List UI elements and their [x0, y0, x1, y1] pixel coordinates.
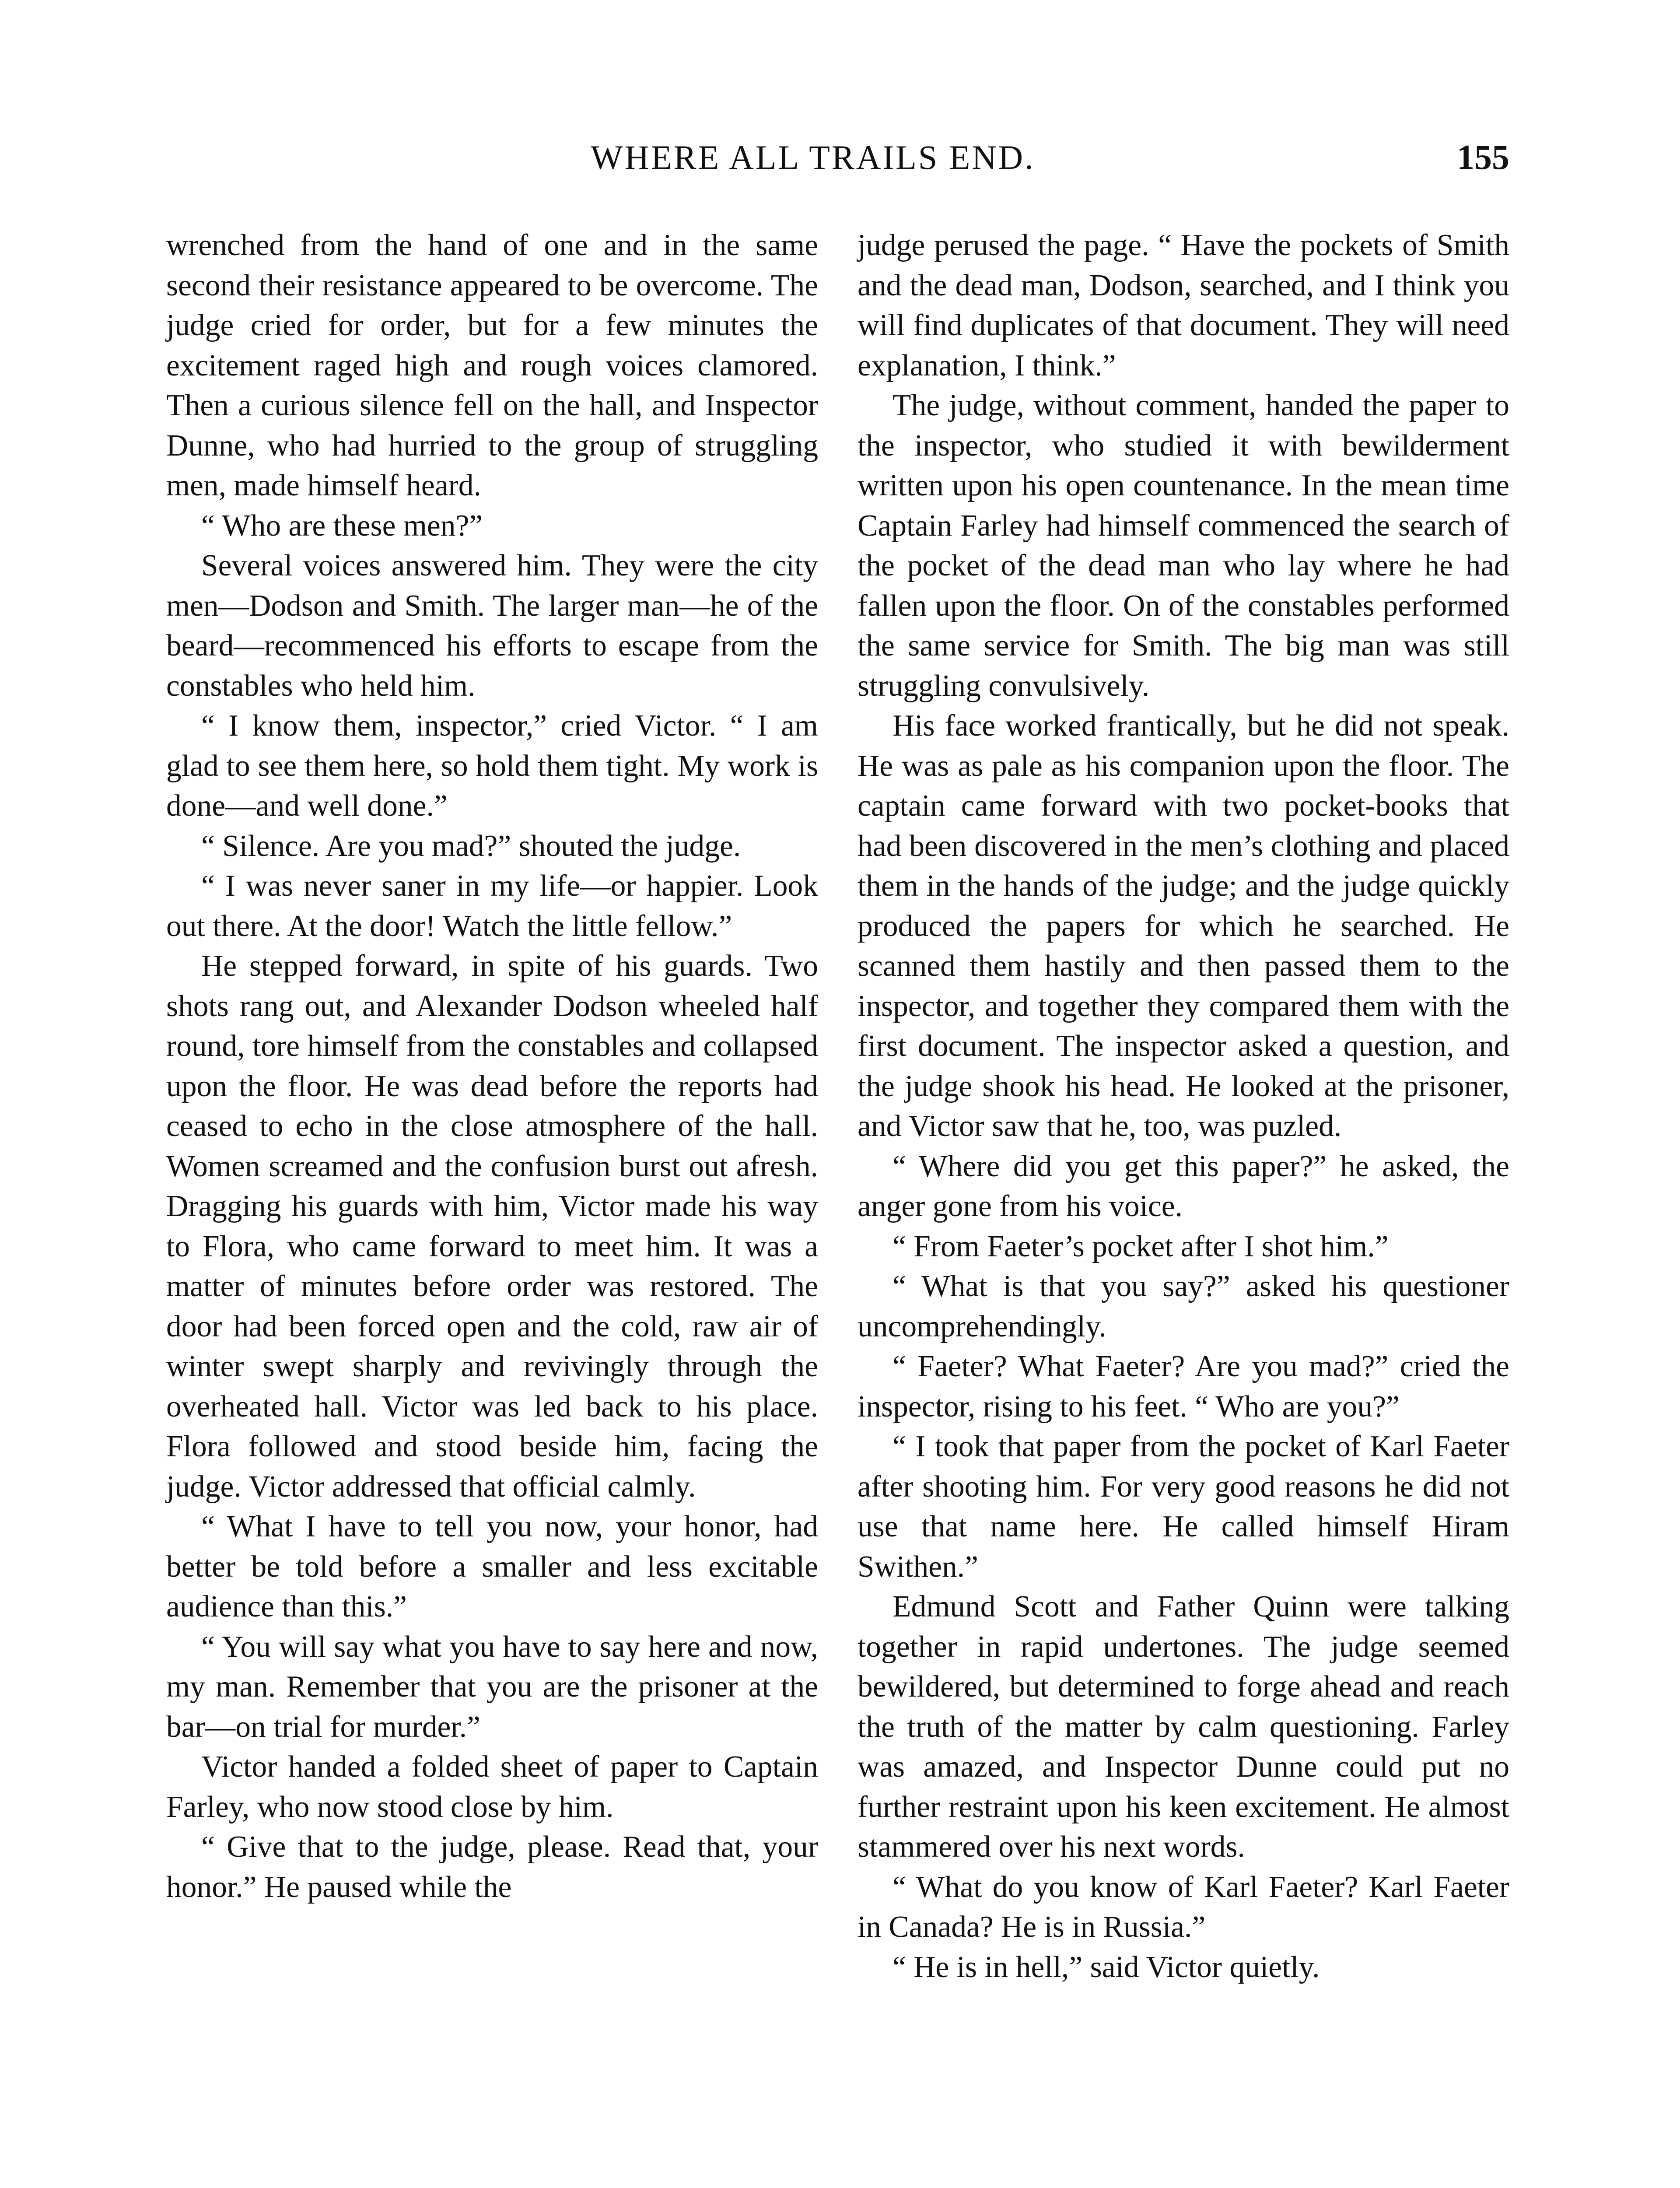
paragraph: “ Give that to the judge, please. Read that, your honor.” He paused while the — [166, 1830, 818, 1904]
paragraph: “ From Faeter’s pocket after I shot him.” — [892, 1229, 1389, 1263]
paragraph: “ He is in hell,” said Victor quietly. — [892, 1950, 1320, 1984]
page-number: 155 — [1457, 138, 1509, 177]
paragraph: He stepped forward, in spite of his guards. Two shots rang out, and Alexander Dodson wheeled half round, tore himself from the constables and collapsed upon the floor. He was dead before the reports had ceased to echo in the close atmosphere of the hall. Women screamed and the confusion burst out afresh. Dragging his guards with him, Victor made his way to Flora, who came forward to meet him. It was a matter of minutes before order was restored. The door had been forced open and the cold, raw air of winter swept sharply and revivingly through the overheated hall. Victor was led back to his place. Flora followed and stood beside him, facing the judge. Victor addressed that official calmly. — [166, 949, 818, 1504]
running-head: WHERE ALL TRAILS END. — [591, 138, 1035, 176]
paragraph: judge perused the page. “ Have the pockets of Smith and the dead man, Dodson, searched, and I think you will find duplicates of that document. They will need explanation, I think.” — [858, 228, 1509, 382]
paragraph: “ What is that you say?” asked his questioner uncomprehendingly. — [858, 1269, 1509, 1343]
paragraph: “ Who are these men?” — [201, 508, 483, 543]
paragraph: “ You will say what you have to say here and now, my man. Remember that you are the prisoner at the bar—on trial for murder.” — [166, 1630, 818, 1744]
paragraph: “ Silence. Are you mad?” shouted the judge. — [201, 829, 741, 863]
paragraph: “ Faeter? What Faeter? Are you mad?” cried the inspector, rising to his feet. “ Who are you?” — [858, 1350, 1509, 1424]
right-column — [858, 225, 1509, 1987]
paragraph: His face worked frantically, but he did not speak. He was as pale as his companion upon the floor. The captain came forward with two pocket-books that had been discovered in the men’s clothing and placed them in the hands of the judge; and the judge quickly produced the papers for which he searched. He scanned them hastily and then passed them to the inspector, and together they compared them with the first document. The inspector asked a question, and the judge shook his head. He looked at the prisoner, and Victor saw that he, too, was puzled. — [858, 709, 1509, 1143]
paragraph: Several voices answered him. They were the city men—Dodson and Smith. The larger man—he of the beard—recommenced his efforts to escape from the constables who held him. — [166, 549, 818, 703]
paragraph: “ I know them, inspector,” cried Victor. “ I am glad to see them here, so hold them tight. My work is done—and well done.” — [166, 709, 818, 823]
paragraph: The judge, without comment, handed the paper to the inspector, who studied it with bewilderment written upon his open countenance. In the mean time Captain Farley had himself commenced the search of the pocket of the dead man who lay where he had fallen upon the floor. On of the constables performed the same service for Smith. The big man was still struggling convulsively. — [858, 389, 1509, 703]
paragraph: “ I was never saner in my life—or happier. Look out there. At the door! Watch the little fellow.” — [166, 869, 818, 943]
paragraph: “ I took that paper from the pocket of Karl Faeter after shooting him. For very good reasons he did not use that name here. He called himself Hiram Swithen.” — [858, 1430, 1509, 1584]
paragraph: “ Where did you get this paper?” he asked, the anger gone from his voice. — [858, 1149, 1509, 1223]
paragraph: “ What do you know of Karl Faeter? Karl Faeter in Canada? He is in Russia.” — [858, 1870, 1509, 1944]
paragraph: wrenched from the hand of one and in the same second their resistance appeared to be overcome. The judge cried for order, but for a few minutes the excitement raged high and rough voices clamored. Then a curious silence fell on the hall, and Inspector Dunne, who had hurried to the group of struggling men, made himself heard. — [166, 228, 818, 502]
page-header — [171, 138, 1509, 186]
paragraph: Edmund Scott and Father Quinn were talking together in rapid undertones. The judge seemed bewildered, but determined to forge ahead and reach the truth of the matter by calm questioning. Farley was amazed, and Inspector Dunne could put no further restraint upon his keen excitement. He almost stammered over his next words. — [858, 1590, 1509, 1864]
paragraph: “ What I have to tell you now, your honor, had better be told before a smaller and less excitable audience than this.” — [166, 1510, 818, 1623]
paragraph: Victor handed a folded sheet of paper to Captain Farley, who now stood close by him. — [166, 1750, 818, 1824]
left-column — [166, 225, 818, 1907]
